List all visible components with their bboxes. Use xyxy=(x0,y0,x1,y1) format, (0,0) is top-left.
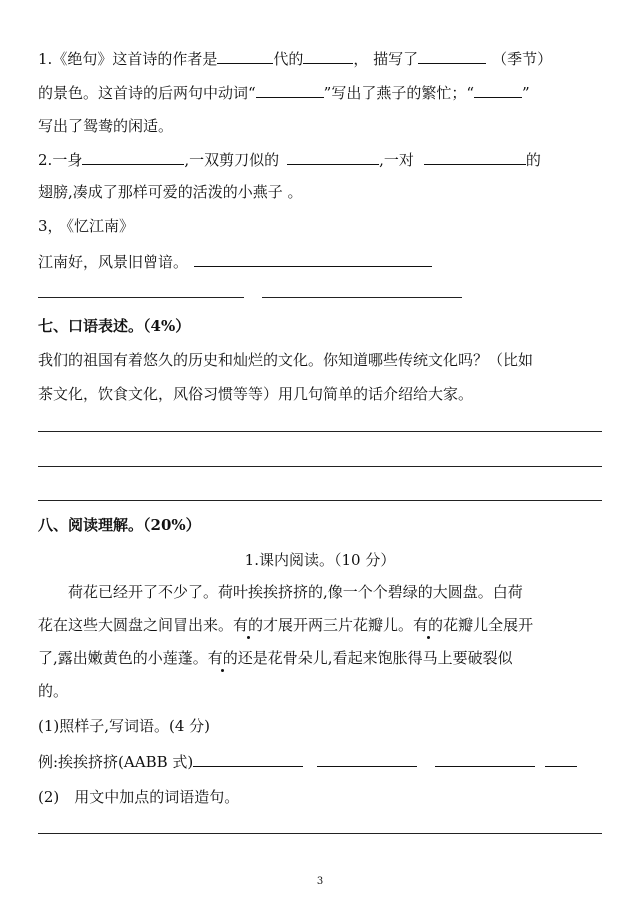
q1-text-7: ” xyxy=(522,84,530,102)
q1-blank-verb-1[interactable] xyxy=(256,81,324,98)
passage-line-3-part-a: 了,露出嫩黄色的小莲蓬。 xyxy=(38,649,208,667)
page-number: 3 xyxy=(316,876,324,887)
q1-text-4: （季节） xyxy=(492,50,553,68)
q1-line-2 xyxy=(38,81,530,104)
q1-blank-author[interactable] xyxy=(217,47,273,64)
section-7-answer-line-2[interactable] xyxy=(38,466,602,467)
section-7-prompt-2: 茶文化，饮食文化，风俗习惯等等）用几句简单的话介绍给大家。 xyxy=(38,385,474,403)
q1-line-1 xyxy=(38,47,552,70)
passage-line-2 xyxy=(38,614,533,636)
passage-line-2-part-a: 花在这些大圆盘之间冒出来。 xyxy=(38,616,234,634)
passage-line-4: 的。 xyxy=(38,682,69,700)
q1-blank-season[interactable] xyxy=(418,47,486,64)
q1-text-1: 《绝句》这首诗的作者是 xyxy=(52,50,218,68)
q1-number: 1. xyxy=(38,50,53,68)
q1-text-8: 写出了鸳鸯的闲适。 xyxy=(38,117,174,135)
q2-text-3: ,一对 xyxy=(379,151,414,169)
passage-line-3-part-b: 还是花骨朵儿,看起来饱胀得马上要破裂似 xyxy=(237,649,513,667)
section-7-prompt-1: 我们的祖国有着悠久的历史和灿烂的文化。你知道哪些传统文化吗？（比如 xyxy=(38,351,534,369)
dotted-word-2: 有的 xyxy=(413,616,444,634)
q2-text-5: 翅膀,凑成了那样可爱的活泼的小燕子 。 xyxy=(38,183,303,201)
word-blank-3[interactable] xyxy=(435,750,535,767)
q1-text-5: 的景色。这首诗的后两句中动词“ xyxy=(38,84,256,102)
q2-line-1 xyxy=(38,148,541,171)
word-blank-4[interactable] xyxy=(545,750,577,767)
section-8-q1-example: 例:挨挨挤挤(AABB 式) xyxy=(38,753,194,771)
q1-blank-dynasty[interactable] xyxy=(303,47,353,64)
q2-line-2 xyxy=(38,181,303,203)
q3-blank-line-2[interactable] xyxy=(194,250,432,267)
passage-line-2-part-b: 才展开两三片花瓣儿。 xyxy=(263,616,414,634)
q1-line-3 xyxy=(38,115,173,137)
section-8-q1-label: (1)照样子,写词语。(4 分) xyxy=(38,717,211,735)
q2-text-2: ,一双剪刀似的 xyxy=(184,151,280,169)
passage-line-2-part-c: 花瓣儿全展开 xyxy=(443,616,534,634)
word-blank-1[interactable] xyxy=(193,750,303,767)
section-8-sub-heading: 1.课内阅读。（10 分） xyxy=(244,551,396,569)
section-8-q1-example-line xyxy=(38,750,577,773)
word-blank-2[interactable] xyxy=(317,750,417,767)
dotted-word-1: 有的 xyxy=(233,616,264,634)
q1-text-2: 代的 xyxy=(273,50,304,68)
q3-blank-line-4[interactable] xyxy=(262,297,462,298)
q2-number: 2. xyxy=(38,151,53,169)
dotted-word-3: 有的 xyxy=(207,649,238,667)
q2-blank-3[interactable] xyxy=(424,148,526,165)
section-8-q2-answer-line[interactable] xyxy=(38,833,602,834)
section-7-answer-line-3[interactable] xyxy=(38,500,602,501)
q3-title-line xyxy=(38,215,134,237)
q1-text-6: ”写出了燕子的繁忙；“ xyxy=(323,84,475,102)
section-8-q2-label: (2) 用文中加点的词语造句。 xyxy=(38,788,240,806)
q3-poem-line-1: 江南好，风景旧曾谙。 xyxy=(38,253,189,271)
q1-text-3: ， 描写了 xyxy=(353,50,419,68)
section-7-heading: 七、口语表述。（4%） xyxy=(38,317,191,335)
q2-text-1: 一身 xyxy=(52,151,83,169)
q3-line-1 xyxy=(38,250,432,273)
q2-blank-2[interactable] xyxy=(287,148,379,165)
q3-blank-line-3[interactable] xyxy=(38,297,244,298)
q1-blank-verb-2[interactable] xyxy=(474,81,522,98)
passage-line-3 xyxy=(38,647,513,669)
q3-number: 3， xyxy=(38,217,63,235)
q3-title: 《忆江南》 xyxy=(66,217,135,235)
section-7-answer-line-1[interactable] xyxy=(38,431,602,432)
passage-line-1: 荷花已经开了不少了。荷叶挨挨挤挤的,像一个个碧绿的大圆盘。白荷 xyxy=(68,583,523,601)
section-8-heading: 八、阅读理解。（20%） xyxy=(38,516,201,534)
q2-blank-1[interactable] xyxy=(82,148,184,165)
q2-text-4: 的 xyxy=(525,151,541,169)
